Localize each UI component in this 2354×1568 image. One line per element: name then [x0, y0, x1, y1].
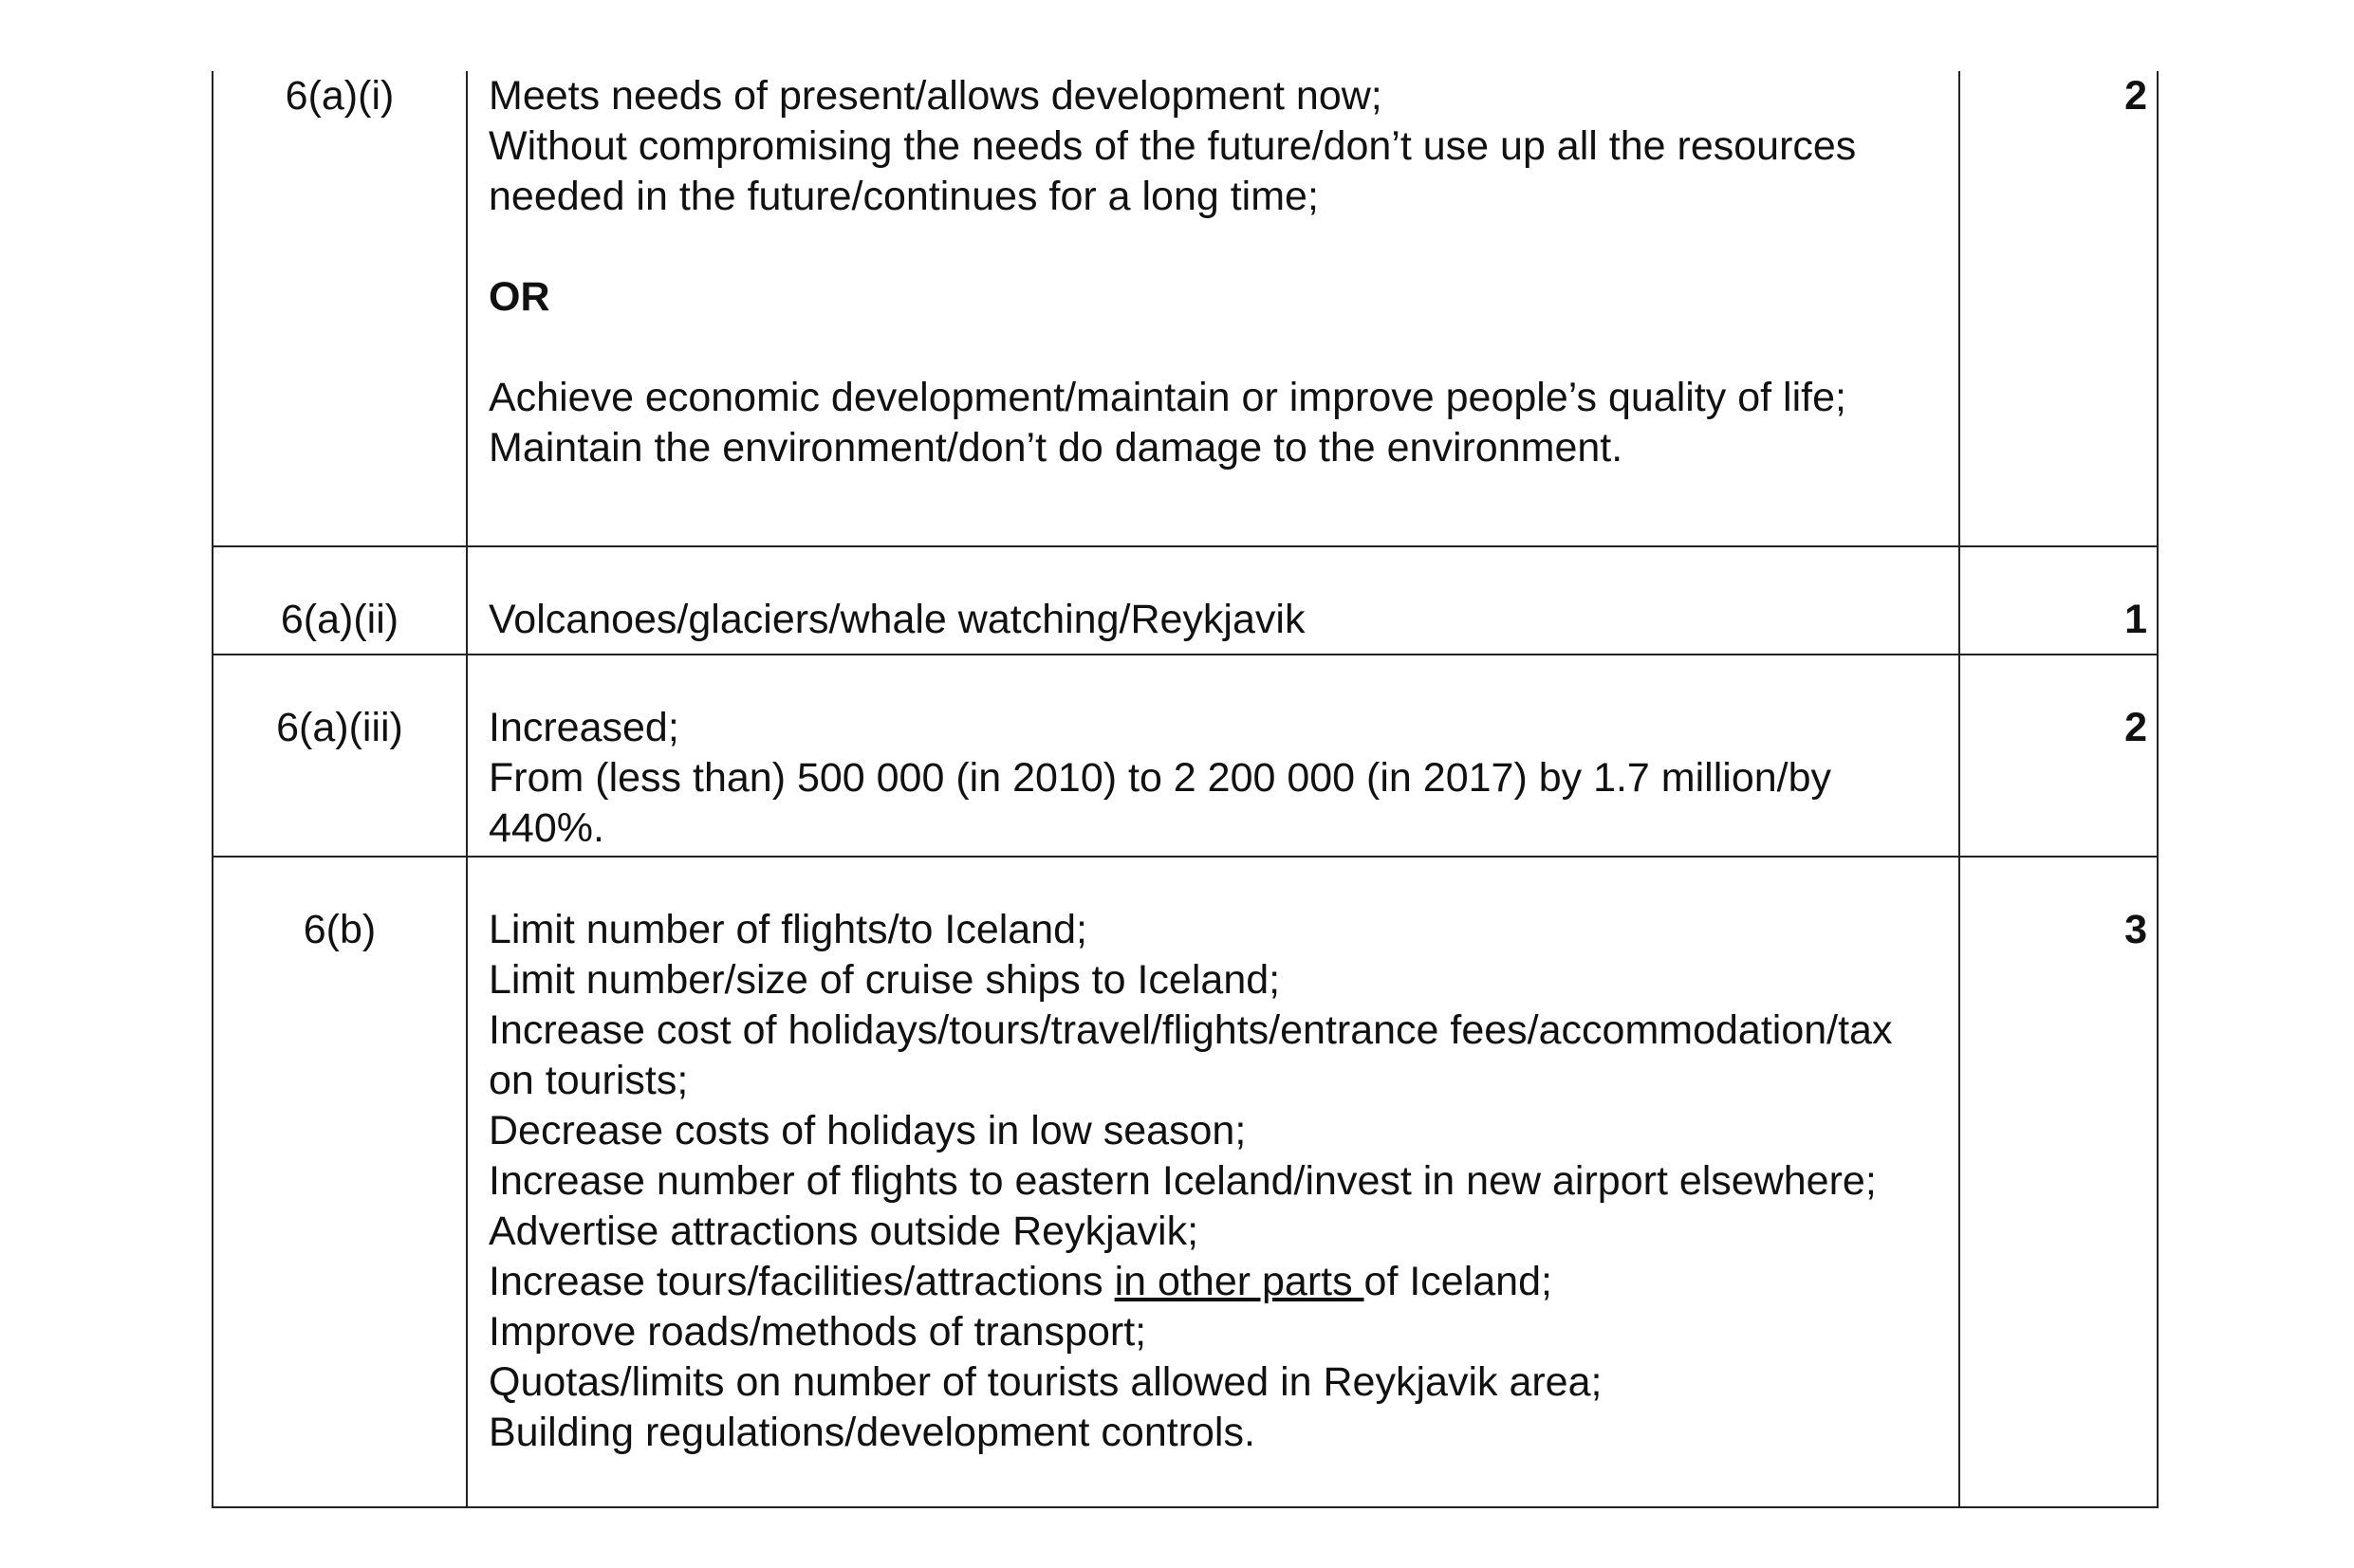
question-cell [213, 546, 467, 655]
answer-text: of Iceland; [1363, 1259, 1552, 1304]
answer-line: Achieve economic development/maintain or improve people’s quality of life; [489, 375, 1846, 420]
answer-line: Increase number of flights to eastern Iceland/invest in new airport elsewhere; [489, 1158, 1877, 1204]
table-row [213, 857, 2158, 1507]
table-row [213, 71, 2158, 546]
table-row [213, 546, 2158, 655]
underlined-text: in other parts [1114, 1259, 1364, 1304]
mark-scheme-table [212, 71, 2159, 1508]
answer-line: Limit number/size of cruise ships to Iceland; [489, 957, 1281, 1003]
table-row [213, 655, 2158, 857]
marks-cell [1959, 655, 2158, 857]
answer-cell [467, 71, 1959, 546]
answer-line [489, 1257, 1930, 1307]
marks-value: 1 [2124, 597, 2147, 642]
answer-line: Building regulations/development controls. [489, 1410, 1255, 1455]
question-number: 6(a)(iii) [276, 705, 403, 750]
marks-value: 2 [2124, 705, 2147, 750]
question-number: 6(a)(ii) [280, 597, 399, 642]
question-cell [213, 71, 467, 546]
answer-line: Without compromising the needs of the future/don’t use up all the resources needed in the future/continues for a long time; [489, 123, 1857, 219]
answer-cell [467, 655, 1959, 857]
answer-line: Maintain the environment/don’t do damage to the environment. [489, 425, 1623, 470]
marks-value: 3 [2124, 907, 2147, 952]
answer-cell [467, 857, 1959, 1507]
marks-cell [1959, 546, 2158, 655]
answer-line: Decrease costs of holidays in low season; [489, 1108, 1247, 1153]
marks-value: 2 [2124, 73, 2147, 119]
question-cell [213, 857, 467, 1507]
question-cell [213, 655, 467, 857]
answer-line: Increase cost of holidays/tours/travel/flights/entrance fees/accommodation/tax on tourists; [489, 1007, 1893, 1103]
marks-cell [1959, 71, 2158, 546]
marks-cell [1959, 857, 2158, 1507]
answer-line: Volcanoes/glaciers/whale watching/Reykjavik [489, 597, 1306, 642]
answer-line: Limit number of flights/to Iceland; [489, 907, 1087, 952]
answer-line: Quotas/limits on number of tourists allowed in Reykjavik area; [489, 1359, 1603, 1405]
answer-line: Advertise attractions outside Reykjavik; [489, 1208, 1199, 1254]
answer-line: Meets needs of present/allows development now; [489, 73, 1382, 119]
question-number: 6(b) [303, 907, 377, 952]
answer-text: Increase tours/facilities/attractions [489, 1259, 1115, 1304]
answer-line: Increased; [489, 705, 679, 750]
answer-cell [467, 546, 1959, 655]
question-number: 6(a)(i) [285, 73, 395, 119]
or-label: OR [489, 274, 550, 320]
answer-line: Improve roads/methods of transport; [489, 1309, 1147, 1355]
answer-line: From (less than) 500 000 (in 2010) to 2 200 000 (in 2017) by 1.7 million/by 440%. [489, 755, 1832, 851]
